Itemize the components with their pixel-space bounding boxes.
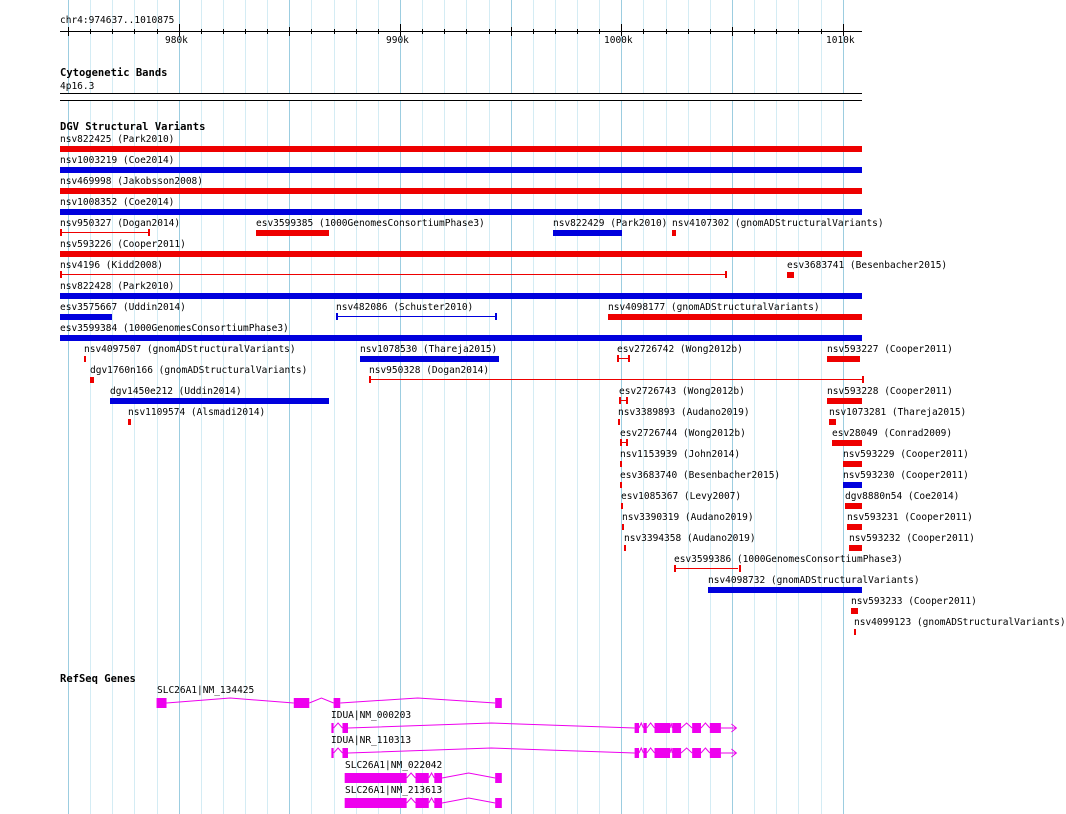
refseq-gene-label[interactable]: IDUA|NR_110313 [331, 735, 412, 746]
dgv-feature-label[interactable]: esv2726744 (Wong2012b) [620, 428, 746, 439]
ruler-tick [68, 27, 69, 36]
exon [643, 748, 646, 758]
exon [345, 773, 407, 783]
dgv-feature-label[interactable]: nsv469998 (Jakobsson2008) [60, 176, 203, 187]
ruler-tick [356, 29, 357, 34]
dgv-feature-label[interactable]: nsv593227 (Cooper2011) [827, 344, 953, 355]
grid-line [444, 0, 445, 814]
ruler-tick [798, 29, 799, 34]
dgv-feature-label[interactable]: esv3683740 (Besenbacher2015) [620, 470, 781, 481]
ruler-tick [533, 29, 534, 34]
intron [681, 723, 692, 728]
dgv-feature-bar[interactable] [843, 461, 862, 467]
ruler-tick [311, 29, 312, 34]
intron [167, 698, 294, 703]
intron [348, 723, 635, 728]
ruler-tick [201, 29, 202, 34]
dgv-feature-line[interactable] [60, 232, 148, 233]
dgv-feature-label[interactable]: nsv593231 (Cooper2011) [847, 512, 973, 523]
dgv-feature-label[interactable]: nsv4196 (Kidd2008) [60, 260, 163, 271]
exon [672, 748, 681, 758]
exon [434, 773, 442, 783]
ruler-tick [511, 27, 512, 36]
dgv-feature-bar[interactable] [843, 482, 862, 488]
dgv-feature-line[interactable] [336, 316, 495, 317]
dgv-feature-bar[interactable] [621, 503, 623, 509]
ruler-tick-label: 990k [386, 35, 409, 46]
ruler-tick [555, 29, 556, 34]
dgv-feature-bar[interactable] [854, 629, 856, 635]
dgv-feature-cap [674, 565, 676, 572]
dgv-feature-label[interactable]: esv3599386 (1000GenomesConsortiumPhase3) [674, 554, 903, 565]
exon [345, 798, 407, 808]
exon [331, 748, 333, 758]
dgv-feature-bar[interactable] [60, 293, 862, 299]
intron [429, 798, 435, 803]
exon [334, 698, 341, 708]
intron [407, 773, 416, 778]
grid-line [754, 0, 755, 814]
intron [681, 748, 692, 753]
dgv-feature-cap [60, 229, 62, 236]
grid-line [511, 0, 512, 814]
dgv-feature-cap [617, 355, 619, 362]
grid-line [334, 0, 335, 814]
cytoband-track-title[interactable]: Cytogenetic Bands [60, 67, 168, 79]
dgv-feature-bar[interactable] [849, 545, 862, 551]
dgv-feature-cap [739, 565, 741, 572]
exon [342, 723, 348, 733]
ruler-tick [90, 29, 91, 34]
exon [643, 723, 646, 733]
refseq-gene-model[interactable] [0, 720, 890, 736]
ruler-tick [422, 29, 423, 34]
dgv-feature-label[interactable]: esv3575667 (Uddin2014) [60, 302, 186, 313]
grid-line [555, 0, 556, 814]
ruler-tick-label: 1010k [826, 35, 855, 46]
dgv-feature-label[interactable]: nsv1073281 (Thareja2015) [829, 407, 967, 418]
refseq-gene-label[interactable]: IDUA|NM_000203 [331, 710, 412, 721]
intron [309, 698, 333, 703]
dgv-feature-bar[interactable] [90, 377, 94, 383]
dgv-feature-cap [336, 313, 338, 320]
refseq-gene-model[interactable] [0, 770, 890, 786]
exon [692, 723, 701, 733]
ruler-tick [267, 29, 268, 34]
ruler-tick [666, 29, 667, 34]
intron [670, 723, 672, 728]
dgv-feature-bar[interactable] [553, 230, 622, 236]
grid-line [489, 0, 490, 814]
dgv-feature-cap [60, 271, 62, 278]
refseq-gene-label[interactable]: SLC26A1|NM_213613 [345, 785, 443, 796]
grid-line [378, 0, 379, 814]
grid-line [577, 0, 578, 814]
dgv-feature-label[interactable]: nsv1078530 (Thareja2015) [360, 344, 498, 355]
dgv-feature-label[interactable]: nsv4099123 (gnomADStructuralVariants) [854, 617, 1066, 628]
grid-line [599, 0, 600, 814]
exon [655, 723, 670, 733]
dgv-feature-label[interactable]: nsv950328 (Dogan2014) [369, 365, 490, 376]
dgv-feature-label[interactable]: esv3683741 (Besenbacher2015) [787, 260, 948, 271]
exon [635, 748, 639, 758]
dgv-feature-label[interactable]: nsv822429 (Park2010) [553, 218, 668, 229]
dgv-feature-bar[interactable] [832, 440, 862, 446]
dgv-feature-label[interactable]: nsv1153939 (John2014) [620, 449, 741, 460]
ruler-tick-label: 1000k [604, 35, 633, 46]
refseq-gene-model[interactable] [0, 745, 890, 761]
exon [294, 698, 309, 708]
dgv-feature-label[interactable]: nsv4097507 (gnomADStructuralVariants) [84, 344, 296, 355]
grid-line [466, 0, 467, 814]
exon [710, 723, 721, 733]
exon [495, 698, 502, 708]
dgv-feature-cap [619, 397, 621, 404]
dgv-feature-label[interactable]: nsv482086 (Schuster2010) [336, 302, 474, 313]
dgv-feature-bar[interactable] [256, 230, 329, 236]
ruler-tick [489, 29, 490, 34]
dgv-feature-line[interactable] [369, 379, 862, 380]
dgv-feature-cap [495, 313, 497, 320]
exon [495, 798, 502, 808]
exon [415, 798, 428, 808]
intron [348, 748, 635, 753]
grid-line [267, 0, 268, 814]
dgv-feature-bar[interactable] [672, 230, 676, 236]
dgv-feature-label[interactable]: nsv593233 (Cooper2011) [851, 596, 977, 607]
exon [342, 748, 348, 758]
cytoband-label: 4p16.3 [60, 81, 95, 92]
dgv-feature-bar[interactable] [60, 209, 862, 215]
dgv-feature-label[interactable]: nsv593226 (Cooper2011) [60, 239, 186, 250]
ruler-tick [444, 29, 445, 34]
dgv-feature-label[interactable]: nsv593229 (Cooper2011) [843, 449, 969, 460]
grid-line [400, 0, 401, 814]
grid-line [356, 0, 357, 814]
grid-line [798, 0, 799, 814]
dgv-feature-label[interactable]: dgv8880n54 (Coe2014) [845, 491, 960, 502]
refseq-gene-model[interactable] [0, 795, 890, 811]
ruler-tick [688, 29, 689, 34]
ruler-tick [577, 29, 578, 34]
dgv-feature-bar[interactable] [60, 188, 862, 194]
exon [672, 723, 681, 733]
dgv-feature-cap [148, 229, 150, 236]
intron [429, 773, 435, 778]
dgv-track-title[interactable]: DGV Structural Variants [60, 121, 206, 133]
dgv-feature-label[interactable]: nsv1109574 (Alsmadi2014) [128, 407, 266, 418]
dgv-feature-bar[interactable] [360, 356, 499, 362]
ruler-tick [732, 27, 733, 36]
dgv-feature-label[interactable]: nsv3394358 (Audano2019) [624, 533, 756, 544]
dgv-feature-bar[interactable] [708, 587, 862, 593]
dgv-feature-bar[interactable] [618, 419, 620, 425]
intron [670, 748, 672, 753]
dgv-feature-line[interactable] [674, 568, 738, 569]
exon [157, 698, 167, 708]
dgv-feature-cap [628, 355, 630, 362]
ruler-tick [710, 29, 711, 34]
ruler-tick [643, 29, 644, 34]
dgv-feature-cap [626, 397, 628, 404]
ruler-tick [157, 29, 158, 34]
dgv-feature-bar[interactable] [845, 503, 862, 509]
refseq-gene-label[interactable]: SLC26A1|NM_022042 [345, 760, 443, 771]
dgv-feature-label[interactable]: esv3599385 (1000GenomesConsortiumPhase3) [256, 218, 485, 229]
intron [701, 748, 710, 753]
intron [334, 723, 343, 728]
exon [710, 748, 721, 758]
ruler-line [60, 31, 862, 32]
ruler-tick [245, 29, 246, 34]
dgv-feature-label[interactable]: esv2726742 (Wong2012b) [617, 344, 743, 355]
intron [407, 798, 416, 803]
exon [692, 748, 701, 758]
dgv-feature-label[interactable]: esv3599384 (1000GenomesConsortiumPhase3) [60, 323, 289, 334]
dgv-feature-bar[interactable] [622, 524, 624, 530]
intron [334, 748, 343, 753]
dgv-feature-bar[interactable] [620, 482, 622, 488]
dgv-feature-bar[interactable] [60, 251, 862, 257]
dgv-feature-bar[interactable] [827, 398, 862, 404]
dgv-feature-label[interactable]: esv28049 (Conrad2009) [832, 428, 953, 439]
dgv-feature-label[interactable]: nsv593228 (Cooper2011) [827, 386, 953, 397]
dgv-feature-label[interactable]: dgv1450e212 (Uddin2014) [110, 386, 242, 397]
intron [442, 798, 495, 803]
dgv-feature-bar[interactable] [787, 272, 794, 278]
ruler-tick [821, 29, 822, 34]
dgv-feature-bar[interactable] [827, 356, 860, 362]
ruler-tick [599, 29, 600, 34]
dgv-feature-label[interactable]: esv1085367 (Levy2007) [621, 491, 742, 502]
refseq-gene-label[interactable]: SLC26A1|NM_134425 [157, 685, 255, 696]
dgv-feature-label[interactable]: nsv3389893 (Audano2019) [618, 407, 750, 418]
dgv-feature-cap [862, 376, 864, 383]
dgv-feature-cap [620, 439, 622, 446]
dgv-feature-bar[interactable] [60, 335, 862, 341]
intron [639, 723, 643, 728]
dgv-feature-bar[interactable] [60, 167, 862, 173]
dgv-feature-bar[interactable] [620, 461, 622, 467]
ruler-tick [754, 29, 755, 34]
dgv-feature-label[interactable]: nsv822425 (Park2010) [60, 134, 175, 145]
dgv-feature-bar[interactable] [110, 398, 329, 404]
exon [415, 773, 428, 783]
dgv-feature-bar[interactable] [624, 545, 626, 551]
dgv-feature-bar[interactable] [128, 419, 131, 425]
intron [701, 723, 710, 728]
intron [647, 723, 655, 728]
intron [639, 748, 643, 753]
dgv-feature-bar[interactable] [608, 314, 862, 320]
ruler-tick [223, 29, 224, 34]
intron [442, 773, 495, 778]
refseq-gene-model[interactable] [0, 695, 890, 711]
dgv-feature-bar[interactable] [851, 608, 858, 614]
grid-line [821, 0, 822, 814]
grid-line [422, 0, 423, 814]
dgv-feature-label[interactable]: nsv822428 (Park2010) [60, 281, 175, 292]
dgv-feature-label[interactable]: nsv593232 (Cooper2011) [849, 533, 975, 544]
intron [647, 748, 655, 753]
dgv-feature-label[interactable]: nsv1008352 (Coe2014) [60, 197, 175, 208]
exon [495, 773, 502, 783]
exon [655, 748, 670, 758]
dgv-feature-label[interactable]: nsv1003219 (Coe2014) [60, 155, 175, 166]
dgv-feature-bar[interactable] [84, 356, 86, 362]
exon [331, 723, 333, 733]
dgv-feature-bar[interactable] [60, 314, 112, 320]
grid-line [533, 0, 534, 814]
exon [635, 723, 639, 733]
cytoband-bar[interactable] [60, 93, 862, 101]
locus-label: chr4:974637..1010875 [60, 15, 175, 26]
ruler-tick [289, 27, 290, 36]
dgv-feature-label[interactable]: nsv3390319 (Audano2019) [622, 512, 754, 523]
dgv-feature-bar[interactable] [829, 419, 836, 425]
dgv-feature-label[interactable]: nsv4098177 (gnomADStructuralVariants) [608, 302, 820, 313]
grid-line [289, 0, 290, 814]
dgv-feature-bar[interactable] [847, 524, 862, 530]
dgv-feature-bar[interactable] [60, 146, 862, 152]
ruler-tick [134, 29, 135, 34]
ruler-tick-label: 980k [165, 35, 188, 46]
ruler-tick [776, 29, 777, 34]
dgv-feature-label[interactable]: esv2726743 (Wong2012b) [619, 386, 745, 397]
dgv-feature-cap [369, 376, 371, 383]
intron [340, 698, 495, 703]
dgv-feature-cap [725, 271, 727, 278]
grid-line [776, 0, 777, 814]
dgv-feature-line[interactable] [60, 274, 725, 275]
dgv-feature-label[interactable]: nsv950327 (Dogan2014) [60, 218, 181, 229]
dgv-feature-label[interactable]: nsv4098732 (gnomADStructuralVariants) [708, 575, 920, 586]
dgv-feature-label[interactable]: nsv4107302 (gnomADStructuralVariants) [672, 218, 884, 229]
dgv-feature-label[interactable]: dgv1760n166 (gnomADStructuralVariants) [90, 365, 308, 376]
exon [434, 798, 442, 808]
grid-line [311, 0, 312, 814]
ruler-tick [112, 29, 113, 34]
ruler-tick [378, 29, 379, 34]
dgv-feature-label[interactable]: nsv593230 (Cooper2011) [843, 470, 969, 481]
refseq-track-title[interactable]: RefSeq Genes [60, 673, 136, 685]
dgv-feature-cap [626, 439, 628, 446]
ruler-tick [466, 29, 467, 34]
ruler-tick [334, 29, 335, 34]
